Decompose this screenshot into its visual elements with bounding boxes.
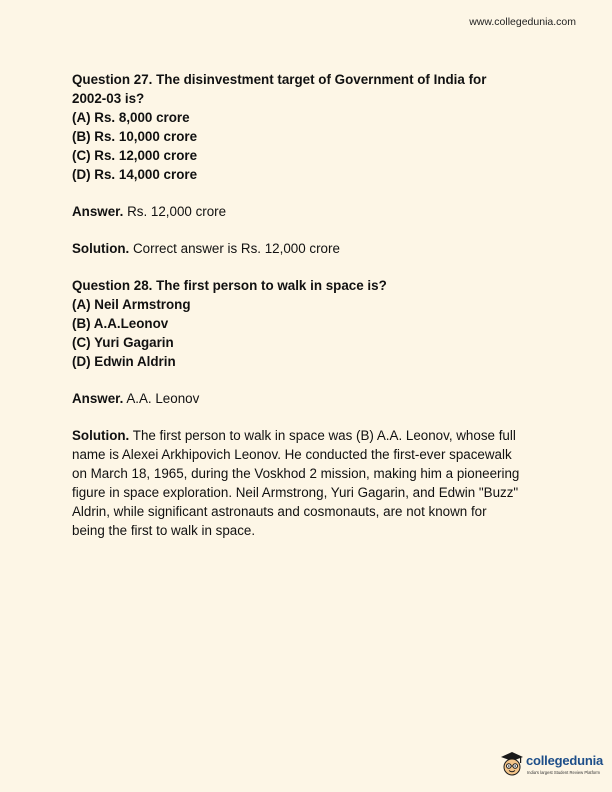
collegedunia-logo: [499, 748, 604, 780]
answer-label: Answer.: [72, 391, 124, 406]
answer-27: [72, 202, 552, 221]
question-27: [72, 70, 552, 184]
solution-label: Solution.: [72, 241, 130, 256]
answer-label: Answer.: [72, 204, 124, 219]
solution-line: on March 18, 1965, during the Voskhod 2 mission, making him a pioneering: [72, 466, 520, 481]
graduate-mascot-icon: [499, 750, 525, 778]
option-b: (B) Rs. 10,000 crore: [72, 129, 198, 144]
option-d: (D) Edwin Aldrin: [72, 354, 176, 369]
question-title-line: 2002-03 is?: [72, 91, 145, 106]
site-url: www.collegedunia.com: [469, 16, 576, 28]
option-c: (C) Rs. 12,000 crore: [72, 148, 198, 163]
solution-line: [72, 426, 552, 445]
option-d: (D) Rs. 14,000 crore: [72, 167, 198, 182]
option-b: (B) A.A.Leonov: [72, 316, 169, 331]
solution-line: figure in space exploration. Neil Armstrong, Yuri Gagarin, and Edwin "Buzz": [72, 485, 519, 500]
solution-line: name is Alexei Arkhipovich Leonov. He conducted the first-ever spacewalk: [72, 447, 512, 462]
solution-label: Solution.: [72, 428, 130, 443]
solution-line: Aldrin, while significant astronauts and cosmonauts, are not known for: [72, 504, 487, 519]
option-c: (C) Yuri Gagarin: [72, 335, 174, 350]
answer-28: [72, 389, 552, 408]
solution-line: being the first to walk in space.: [72, 523, 256, 538]
solution-text: The first person to walk in space was (B) A.A. Leonov, whose full: [129, 428, 516, 443]
logo-text: collegedunia: [526, 753, 604, 768]
option-a: (A) Neil Armstrong: [72, 297, 191, 312]
question-title-line: Question 27. The disinvestment target of Government of India for: [72, 72, 487, 87]
question-title-line: Question 28. The first person to walk in space is?: [72, 278, 387, 293]
answer-text: A.A. Leonov: [123, 391, 200, 406]
solution-27: [72, 239, 552, 258]
solution-text: Correct answer is Rs. 12,000 crore: [129, 241, 340, 256]
document-content: [72, 70, 552, 558]
question-28: [72, 276, 552, 371]
solution-28: [72, 426, 552, 540]
logo-tagline: India's largest Student Review Platform: [527, 770, 600, 775]
option-a: (A) Rs. 8,000 crore: [72, 110, 190, 125]
answer-text: Rs. 12,000 crore: [123, 204, 227, 219]
